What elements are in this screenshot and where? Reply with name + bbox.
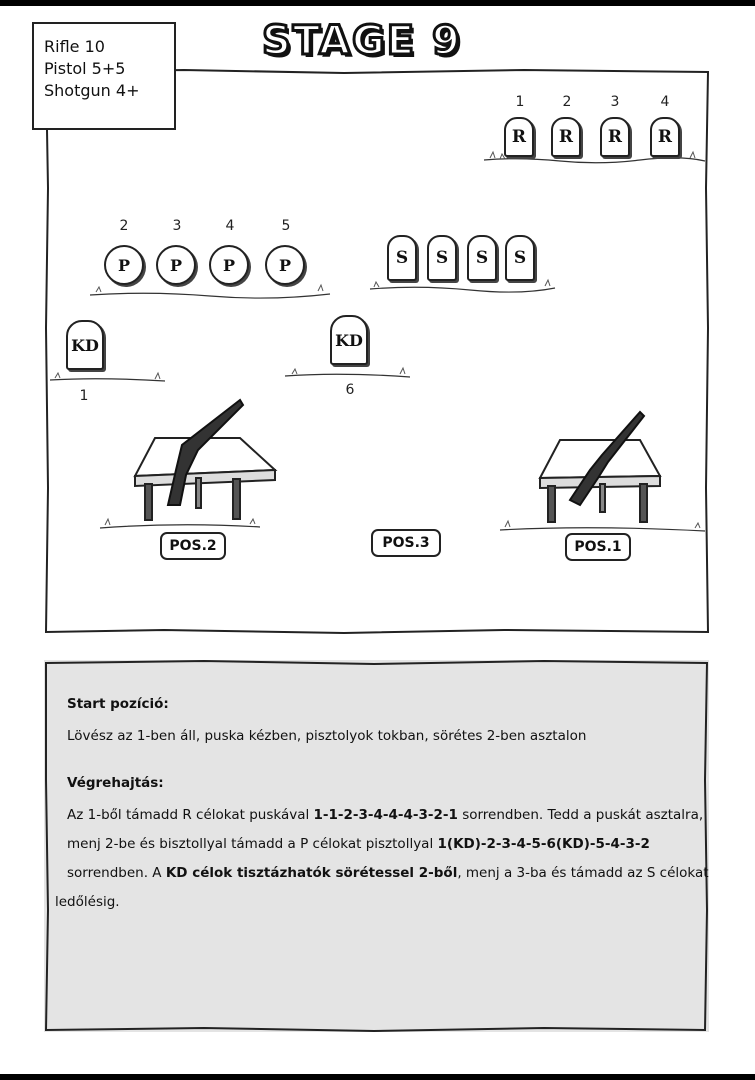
rifle-target: R bbox=[600, 117, 630, 157]
position-3-label: POS.3 bbox=[371, 529, 441, 557]
rifle-target-number: 4 bbox=[660, 94, 670, 110]
stage-description bbox=[55, 696, 709, 921]
shotgun-target: S bbox=[387, 235, 417, 281]
exec-line-4: ledőlésig. bbox=[55, 894, 120, 910]
kd-target-6: KD bbox=[330, 315, 368, 365]
start-text: Lövész az 1-ben áll, puska kézben, pisztolyok tokban, sörétes 2-ben asztalon bbox=[67, 728, 587, 744]
pistol-target: P bbox=[265, 245, 305, 285]
start-heading: Start pozíció: bbox=[67, 696, 169, 712]
shotgun-target: S bbox=[505, 235, 535, 281]
pistol-target: P bbox=[104, 245, 144, 285]
pistol-target-number: 3 bbox=[172, 218, 182, 234]
rifle-target-number: 3 bbox=[610, 94, 620, 110]
rifle-target: R bbox=[650, 117, 680, 157]
shotgun-count: Shotgun 4+ bbox=[44, 81, 140, 100]
kd-target-number: 6 bbox=[345, 382, 355, 398]
shotgun-target: S bbox=[467, 235, 497, 281]
rifle-target-number: 1 bbox=[515, 94, 525, 110]
pistol-target-number: 2 bbox=[119, 218, 129, 234]
pistol-target-number: 5 bbox=[281, 218, 291, 234]
rifle-target-number: 2 bbox=[562, 94, 572, 110]
stage-title: STAGE 9 bbox=[262, 18, 462, 64]
pistol-target-number: 4 bbox=[225, 218, 235, 234]
exec-line-3: sorrendben. A KD célok tisztázhatók sörétessel 2-ből, menj a 3-ba és támadd az S célokat bbox=[67, 865, 709, 881]
firearm-round-count-box bbox=[32, 22, 176, 130]
rifle-target: R bbox=[551, 117, 581, 157]
kd-target-1: KD bbox=[66, 320, 104, 370]
rifle-target: R bbox=[504, 117, 534, 157]
shotgun-target: S bbox=[427, 235, 457, 281]
pistol-target: P bbox=[156, 245, 196, 285]
rifle-count: Rifle 10 bbox=[44, 37, 105, 56]
exec-line-1: Az 1-ből támadd R célokat puskával 1-1-2-3-4-4-4-3-2-1 sorrendben. Tedd a puskát asztalra, bbox=[67, 807, 704, 823]
position-1-label: POS.1 bbox=[565, 533, 631, 561]
position-2-label: POS.2 bbox=[160, 532, 226, 560]
exec-heading: Végrehajtás: bbox=[67, 775, 164, 791]
kd-target-number: 1 bbox=[79, 388, 89, 404]
pistol-target: P bbox=[209, 245, 249, 285]
pistol-count: Pistol 5+5 bbox=[44, 59, 126, 78]
exec-line-2: menj 2-be és bisztollyal támadd a P célokat pisztollyal 1(KD)-2-3-4-5-6(KD)-5-4-3-2 bbox=[67, 836, 650, 852]
